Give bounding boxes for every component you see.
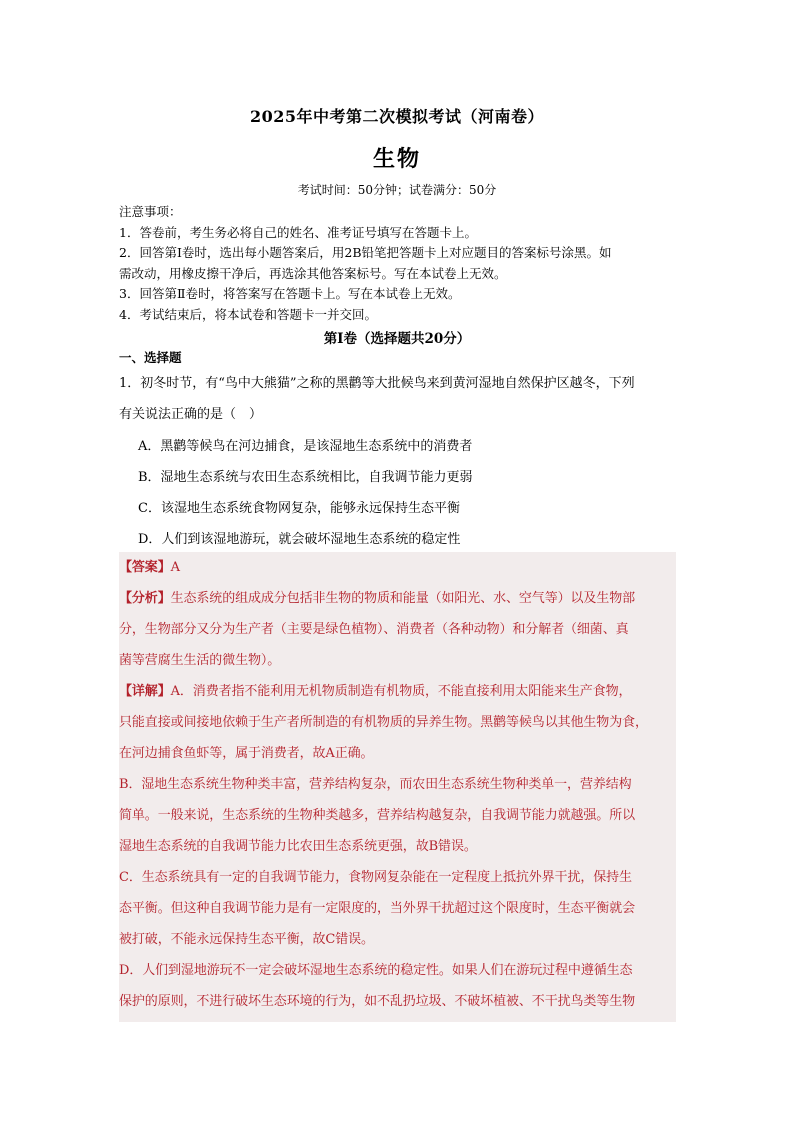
detail-line: 保护的原则，不进行破坏生态环境的行为，如不乱扔垃圾、不破坏植被、不干扰鸟类等生物 bbox=[119, 994, 636, 1009]
subject-title: 生物 bbox=[372, 146, 421, 172]
detail-line bbox=[119, 676, 676, 707]
analysis-text: 生态系统的组成成分包括非生物的物质和能量（如阳光、水、空气等）以及生物部 bbox=[170, 591, 636, 606]
part-title: 一、选择题 bbox=[119, 350, 182, 365]
analysis-line: 分，生物部分又分为生产者（主要是绿色植物）、消费者（各种动物）和分解者（细菌、真 bbox=[119, 622, 629, 637]
detail-tag: 【详解】 bbox=[119, 684, 171, 699]
notes-item: 4．考试结束后，将本试卷和答题卡一并交回。 bbox=[119, 306, 377, 322]
detail-line: 湿地生态系统的自我调节能力比农田生态系统更强，故B错误。 bbox=[119, 839, 477, 854]
analysis-line: 菌等营腐生生活的微生物）。 bbox=[119, 653, 281, 668]
detail-line: 被打破，不能永远保持生态平衡，故C错误。 bbox=[119, 932, 374, 947]
notes-item: 2．回答第Ⅰ卷时，选出每小题答案后，用2B铅笔把答题卡上对应题目的答案标号涂黑。如 bbox=[119, 245, 612, 260]
detail-line: B．湿地生态系统生物种类丰富，营养结构复杂，而农田生态系统生物种类单一，营养结构 bbox=[119, 777, 632, 792]
notes-item: 1．答卷前，考生务必将自己的姓名、准考证号填写在答题卡上。 bbox=[119, 224, 477, 240]
detail-line: 只能直接或间接地依赖于生产者所制造的有机物质的异养生物。黑鹳等候鸟以其他生物为食， bbox=[119, 715, 648, 730]
question-options bbox=[138, 431, 678, 555]
detail-text: A．消费者指不能利用无机物质制造有机物质，不能直接利用太阳能来生产食物， bbox=[170, 684, 632, 699]
analysis-line bbox=[119, 583, 676, 614]
notes-heading: 注意事项： bbox=[119, 204, 182, 219]
question-stem-line: 1．初冬时节，有“鸟中大熊猫”之称的黑鹳等大批候鸟来到黄河湿地自然保护区越冬，下列 bbox=[119, 376, 635, 391]
exam-title: 2025年中考第二次模拟考试（河南卷） bbox=[249, 107, 545, 126]
question-stem bbox=[119, 368, 679, 430]
detail-line: 在河边捕食鱼虾等，属于消费者，故A正确。 bbox=[119, 746, 374, 761]
detail-line: 态平衡。但这种自我调节能力是有一定限度的，当外界干扰超过这个限度时，生态平衡就会 bbox=[119, 901, 636, 916]
option-b: B．湿地生态系统与农田生态系统相比，自我调节能力更弱 bbox=[138, 470, 473, 485]
detail-line: D．人们到湿地游玩不一定会破坏湿地生态系统的稳定性。如果人们在游玩过程中遵循生态 bbox=[119, 963, 633, 978]
detail-line: 简单。一般来说，生态系统的生物种类越多，营养结构越复杂，自我调节能力就越强。所以 bbox=[119, 808, 636, 823]
answer-value: A bbox=[170, 560, 180, 575]
option-a: A．黑鹳等候鸟在河边捕食，是该湿地生态系统中的消费者 bbox=[138, 439, 473, 454]
notes-item: 3．回答第Ⅱ卷时，将答案写在答题卡上。写在本试卷上无效。 bbox=[119, 286, 461, 301]
analysis-tag: 【分析】 bbox=[119, 591, 171, 606]
question-stem-line: 有关说法正确的是（ ） bbox=[119, 407, 263, 422]
solution-block bbox=[119, 552, 676, 1022]
detail-line: C．生态系统具有一定的自我调节能力，食物网复杂能在一定程度上抵抗外界干扰，保持生 bbox=[119, 870, 632, 885]
exam-info: 考试时间：50分钟；试卷满分：50分 bbox=[297, 183, 497, 197]
answer-tag: 【答案】 bbox=[119, 560, 171, 575]
option-d: D．人们到该湿地游玩，就会破坏湿地生态系统的稳定性 bbox=[138, 532, 461, 547]
section-title: 第Ⅰ卷（选择题共20分） bbox=[323, 331, 471, 347]
notes-item: 需改动，用橡皮擦干净后，再选涂其他答案标号。写在本试卷上无效。 bbox=[119, 265, 507, 281]
answer-line bbox=[119, 552, 676, 583]
option-c: C．该湿地生态系统食物网复杂，能够永远保持生态平衡 bbox=[138, 501, 460, 516]
notes-section bbox=[119, 202, 679, 325]
